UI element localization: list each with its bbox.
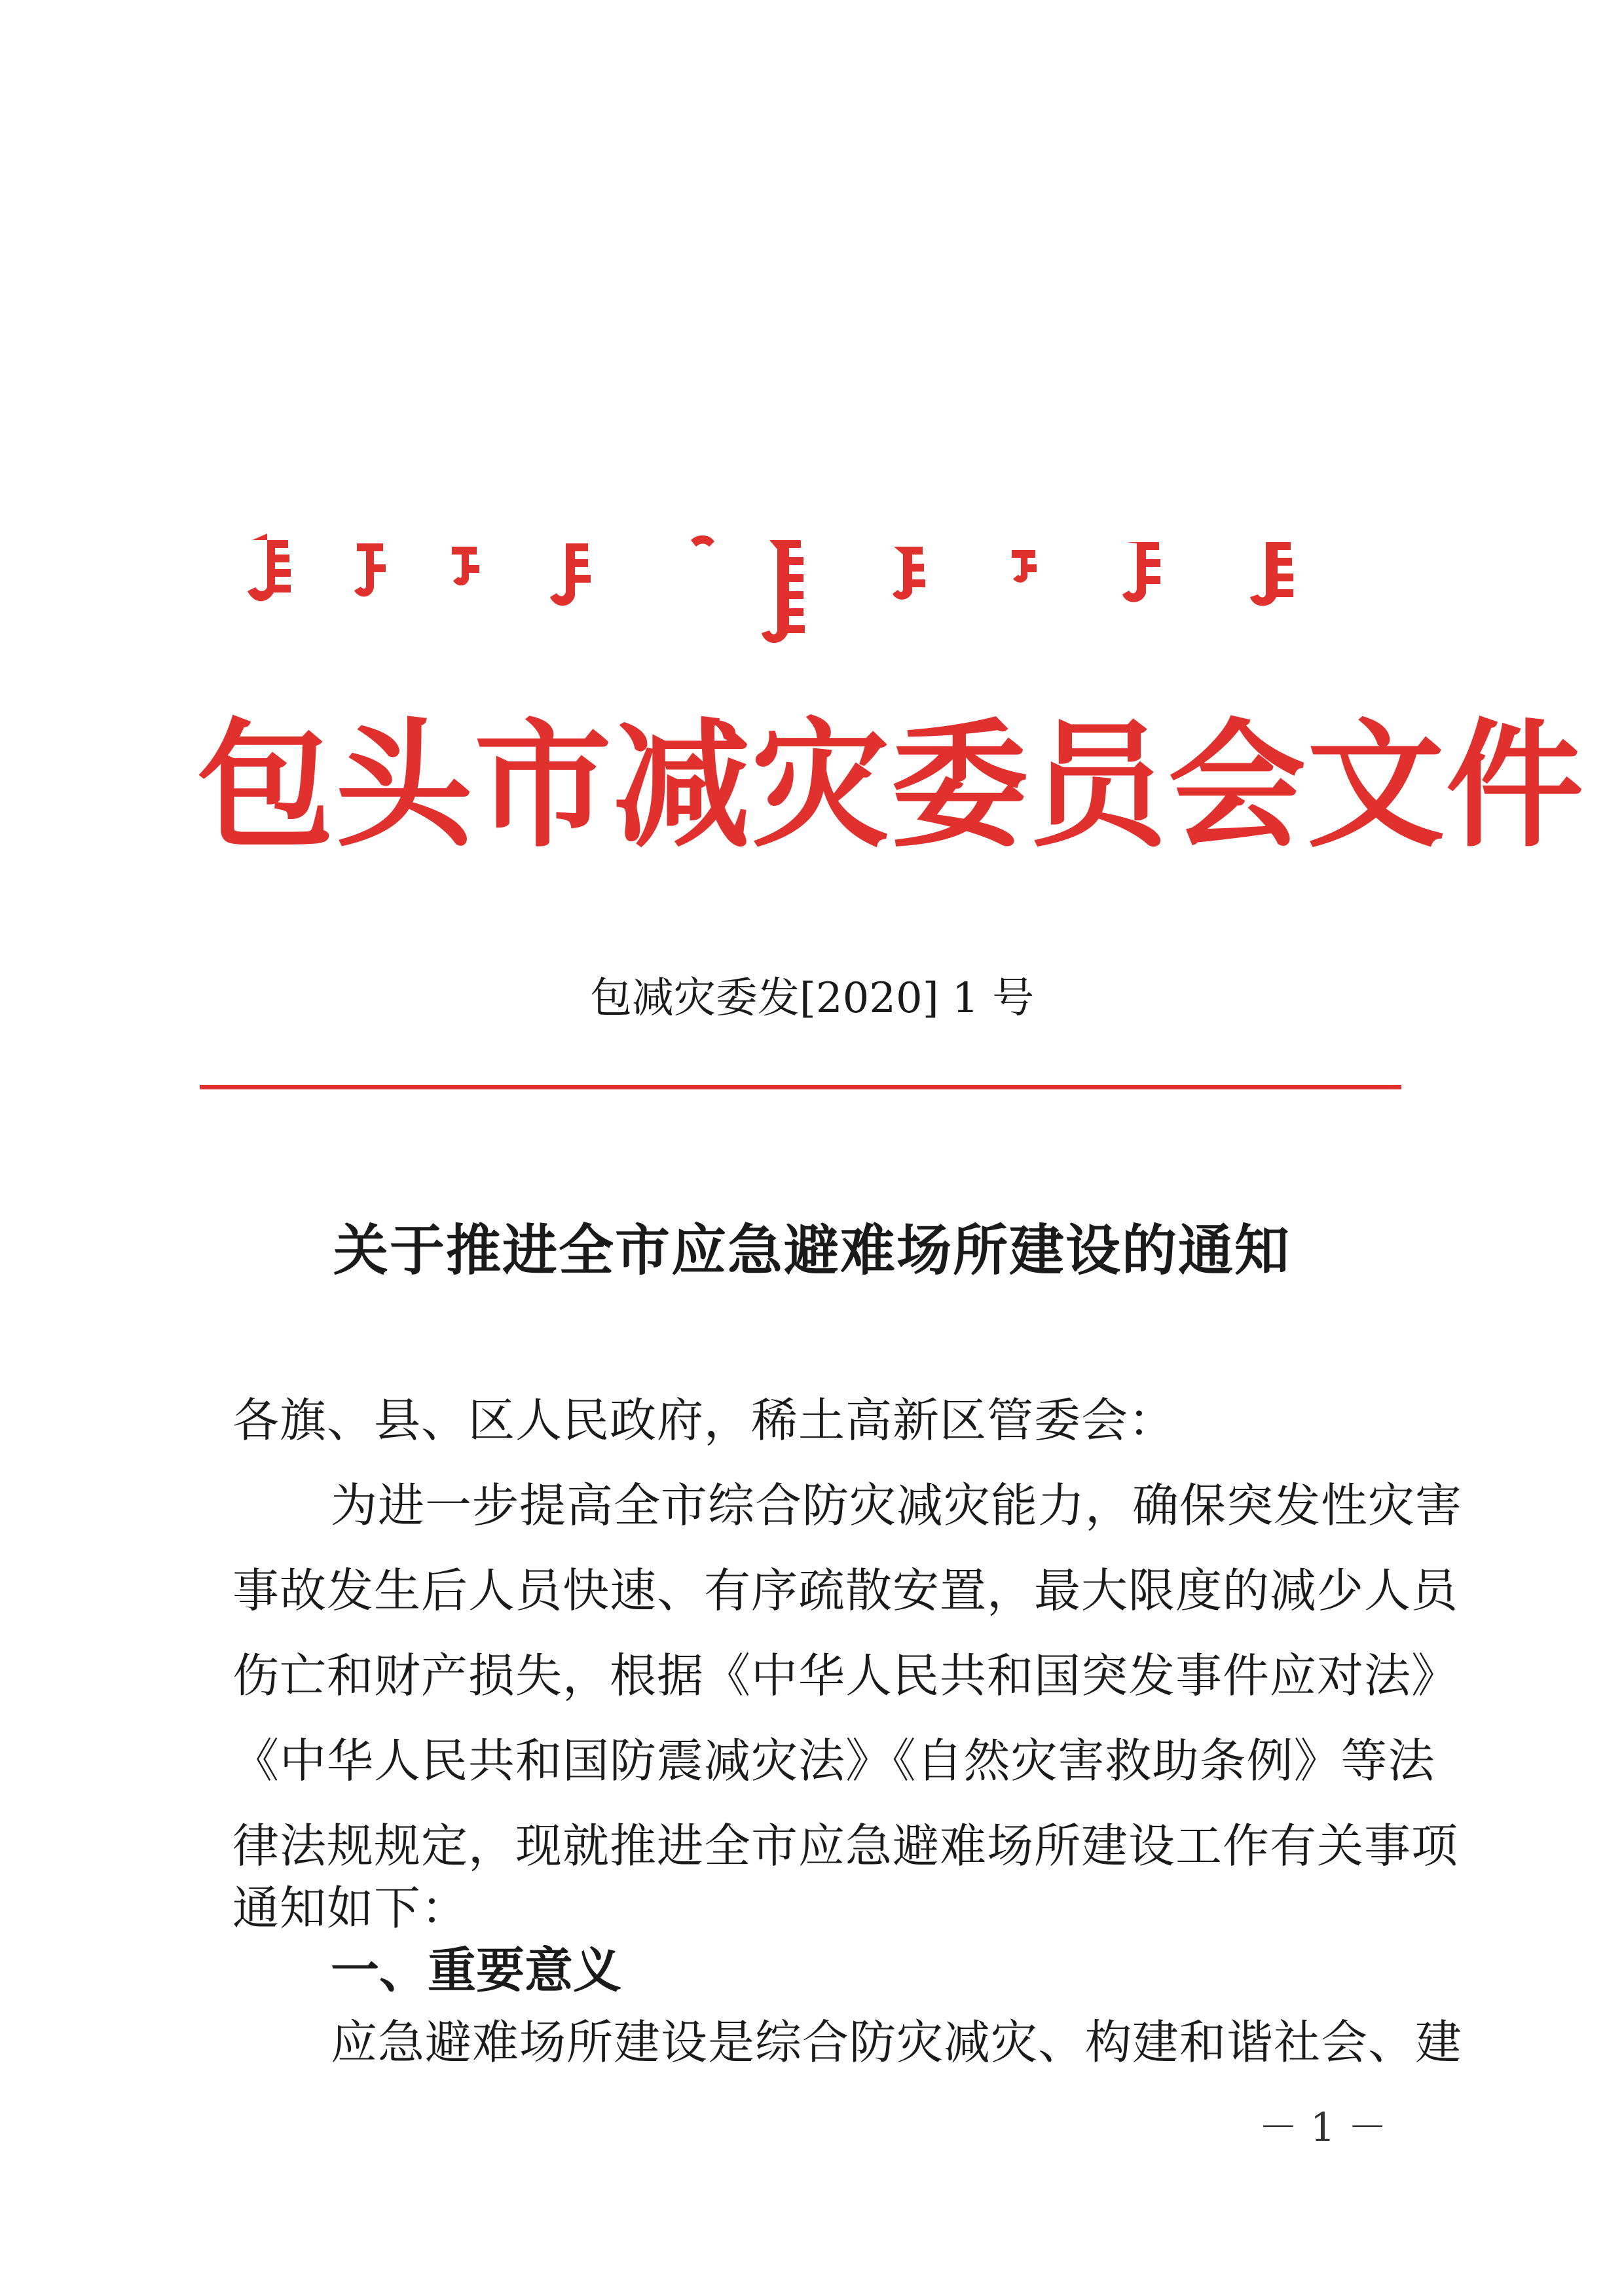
mongolian-word-4 [550,543,591,606]
paragraph-line-1: 为进一步提高全市综合防灾减灾能力，确保突发性灾害 [331,1478,1463,1533]
mongolian-word-3 [452,547,479,585]
addressee-line: 各旗、县、区人民政府，稀土高新区管委会： [232,1393,1176,1448]
page-number: － 1 － [1258,2105,1388,2151]
mongolian-word-6 [762,540,805,643]
issuing-authority-title: 包头市减灾委员会文件 [196,704,1585,866]
mongolian-title-script [232,524,1385,681]
paragraph-line-5: 律法规规定，现就推进全市应急避难场所建设工作有关事项 [232,1819,1459,1873]
mongolian-word-2 [354,543,386,596]
notice-title: 关于推进全市应急避难场所建设的通知 [333,1218,1291,1283]
mongolian-word-7 [893,547,925,600]
paragraph-line-3: 伤亡和财产损失，根据《中华人民共和国突发事件应对法》 [232,1649,1459,1703]
paragraph-line-6: 通知如下： [232,1881,469,1935]
mongolian-word-5 [691,536,714,547]
mongolian-glyph-group [248,534,1293,643]
paragraph-line-4: 《中华人民共和国防震减灾法》《自然灾害救助条例》等法 [232,1734,1435,1788]
section-heading-1: 一、重要意义 [331,1942,621,1999]
section-1-first-line: 应急避难场所建设是综合防灾减灾、构建和谐社会、建 [331,2015,1463,2069]
mongolian-word-8 [1012,550,1037,583]
red-divider-line [200,1085,1401,1089]
document-number: 包减灾委发[2020] 1 号 [589,974,1035,1023]
paragraph-line-2: 事故发生后人员快速、有序疏散安置，最大限度的减少人员 [232,1563,1459,1618]
mongolian-word-1 [248,534,291,601]
mongolian-word-10 [1250,542,1293,606]
mongolian-word-9 [1122,542,1160,602]
